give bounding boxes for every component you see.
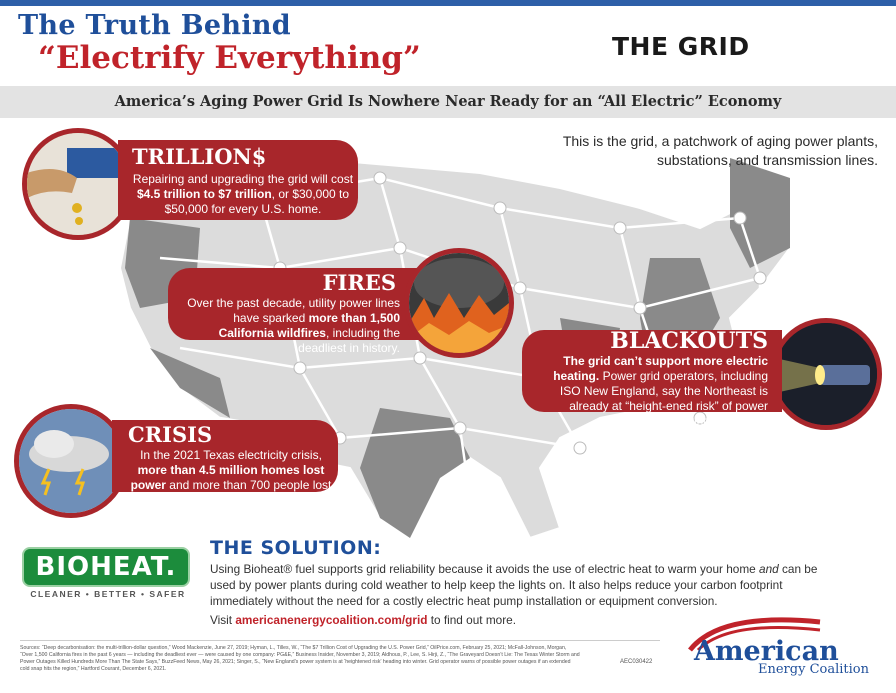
bioheat-logo: BIOHEAT. [22,547,190,587]
money-pouring-icon [27,133,129,235]
trillions-text [132,172,354,217]
sources-text: Sources: “Deep decarbonisation: the multi-trillion-dollar question,” Wood Mackenzie, June 27, 2019; Hyman, L., Tilles, W., “The $7 Trillion Cost of Upgrading the U.S. Power Grid,” OilPrice.com, February 25, 2021; McFall-Johnson, Morgan, “Over 1,500 California fires in the past 6 years — including the deadliest ever — were caused by one company: PG&E,” Business Insider, November 3, 2019; Aldhous, P., Lee, S. Hirji, Z., “The Graveyard Doesn’t Lie: The Texas Winter Storm and Power Outages Killed Hundreds More Than The State Says,” BuzzFeed News, May 26, 2021; Singer, S., “New England’s power system is at ‘heightened risk’ heading into winter. Grid operator warns of possible power outages if an extended cold snap hits the region,” Hartford Courant, December 6, 2021. [20,645,580,672]
blackouts-text-b: Power grid operators, including ISO New England, say the Northeast is already at “height-ened risk” of power outages during the winter. [559,369,768,428]
crisis-text-bold: more than 4.5 million homes lost power [130,463,325,492]
blackouts-text-bold: The grid can’t support more electric heating. [553,354,768,383]
crisis-text-b: and more than 700 people lost their lives. [165,478,332,507]
storm-cloud-icon [19,409,123,513]
crisis-text [128,448,334,508]
fires-heading: FIRES [322,270,396,295]
page-title-line1: The Truth Behind [18,10,291,41]
aec-logo-subname: Energy Coalition [758,662,869,677]
crisis-text-a: In the 2021 Texas electricity crisis, [140,448,322,462]
visit-text-a: Visit [210,613,236,627]
visit-link[interactable]: americanenergycoalition.com/grid [235,613,428,627]
solution-body [210,561,846,609]
trillions-text-a: Repairing and upgrading the grid will cost [132,172,354,186]
solution-body-b: can be used by power plants during cold weather to help keep the lights on. It also helps reduce your carbon footprint immediately without the need for a costly electric heat pump installation or equipment conversion. [210,562,818,608]
fires-text-bold: more than 1,500 California wildfires [218,311,400,340]
trillions-text-bold: $4.5 trillion to $7 trillion [136,187,272,201]
blackouts-callout [522,328,782,428]
blackouts-text [532,354,768,429]
trillions-callout [118,140,358,220]
trillions-heading: TRILLION$ [132,144,267,169]
fires-text [180,296,400,356]
blackouts-photo-circle [770,318,882,430]
fires-text-b: , including the deadliest in history. [298,326,400,355]
visit-text-b: to find out more. [427,613,516,627]
fires-photo-circle [404,248,514,358]
solution-body-em: and [759,562,779,576]
top-accent-bar [0,0,896,6]
fires-text-a: Over the past decade, utility power lines have sparked [187,296,400,325]
page-title-line2: “Electrify Everything” [38,40,421,76]
page-subtitle: America’s Aging Power Grid Is Nowhere Near Ready for an “All Electric” Economy [114,93,782,110]
solution-body-a: Using Bioheat® fuel supports grid reliability because it avoids the use of electric heat to warm your home [210,562,760,576]
trillions-text-b: , or $30,000 to $50,000 for every U.S. home. [164,187,350,216]
section-heading: THE GRID [612,32,750,61]
aec-logo-name: American [694,636,839,667]
fires-callout [168,268,428,355]
document-code: AEC030422 [620,659,653,665]
bioheat-tagline: CLEANER • BETTER • SAFER [30,589,186,599]
crisis-heading: CRISIS [128,422,213,447]
solution-title: THE SOLUTION: [210,537,382,559]
intro-text: This is the grid, a patchwork of aging power plants, substations, and transmission lines. [562,133,878,168]
crisis-callout [112,420,338,507]
visit-line [210,613,516,627]
crisis-photo-circle [14,404,128,518]
wildfire-icon [409,253,509,353]
footer-divider [20,640,660,641]
flashlight-icon [775,323,877,425]
blackouts-heading: BLACKOUTS [610,328,768,354]
